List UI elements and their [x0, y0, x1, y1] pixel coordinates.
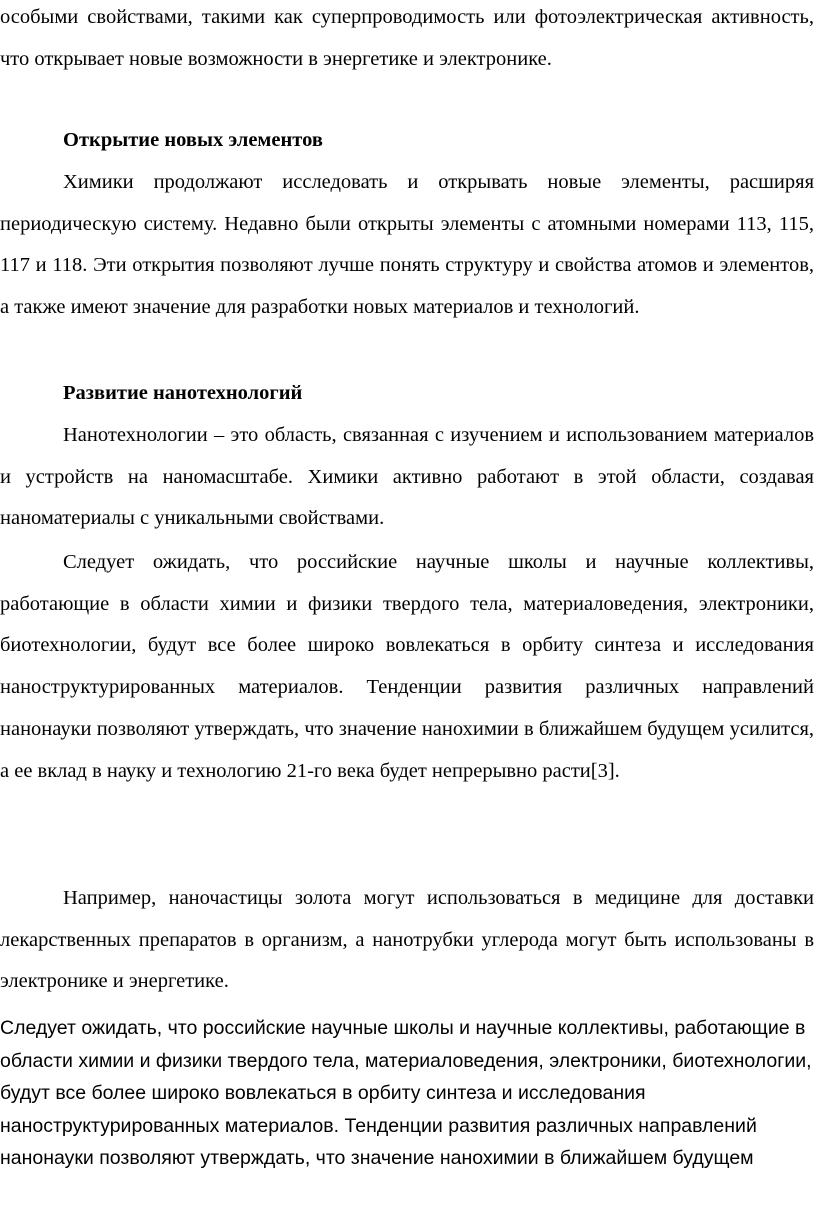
paragraph-repeated: Следует ожидать, что российские научные школы и научные коллективы, работающие в области химии и физики твердого тела, материаловедения, электроники, биотехнологии, будут все более широко вовлекаться в орбиту синтеза и исследования наноструктурированных материалов. Тенденции развития различных направлений нанонауки позволяют утверждать, что значение нанохимии в ближайшем будущем	[0, 1017, 812, 1169]
section-heading-new-elements: Открытие новых элементов	[63, 129, 323, 151]
paragraph-example: Например, наночастицы золота могут использоваться в медицине для доставки лекарственных препаратов в организм, а нанотрубки углерода могут быть использованы в электронике и энергетике.	[0, 887, 814, 993]
paragraph-intro: особыми свойствами, такими как суперпроводимость или фотоэлектрическая активность, что открывает новые возможности в энергетике и электронике.	[0, 6, 814, 70]
paragraph-expectation: Следует ожидать, что российские научные школы и научные коллективы, работающие в области химии и физики твердого тела, материаловедения, электроники, биотехнологии, будут все более широко вовлекаться в орбиту синтеза и исследования наноструктурированных материалов. Тенденции развития различных направлений нанонауки позволяют утверждать, что значение нанохимии в ближайшем будущем усилится, а ее вклад в науку и технологию 21-го века будет непрерывно расти[3].	[0, 551, 814, 782]
section-heading-nanotech: Развитие нанотехнологий	[63, 382, 303, 404]
paragraph-nanotech: Нанотехнологии – это область, связанная с изучением и использованием материалов и устройств на наномасштабе. Химики активно работают в этой области, создавая наноматериалы с уникальными свойствами.	[0, 424, 814, 530]
paragraph-new-elements: Химики продолжают исследовать и открывать новые элементы, расширяя периодическую систему. Недавно были открыты элементы с атомными номерами 113, 115, 117 и 118. Эти открытия позволяют лучше понять структуру и свойства атомов и элементов, а также имеют значение для разработки новых материалов и технологий.	[0, 171, 814, 319]
